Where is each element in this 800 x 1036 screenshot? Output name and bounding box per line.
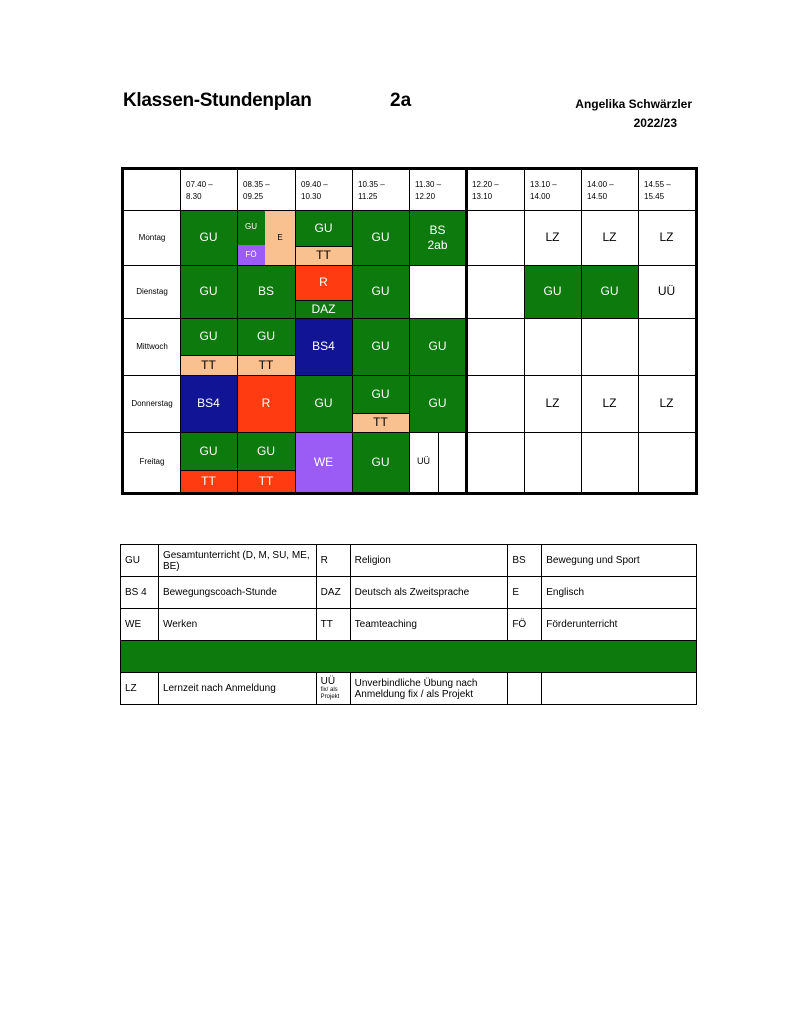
lesson-cell: TT <box>352 413 409 432</box>
lesson-cell: R <box>237 375 295 432</box>
legend-desc: Deutsch als Zweitsprache <box>350 577 508 609</box>
lesson-cell: GU <box>180 265 237 318</box>
legend-desc: Förderunterricht <box>542 609 697 641</box>
lesson-cell: BS4 <box>295 318 352 375</box>
legend-key-sub: fix/ als Projekt <box>320 686 340 700</box>
day-label: Dienstag <box>136 286 168 296</box>
lesson-cell: BS4 <box>180 375 237 432</box>
lesson-cell: FÖ <box>237 245 265 265</box>
class-name: 2a <box>390 90 412 111</box>
lesson-cell: LZ <box>581 210 638 265</box>
legend-key: BS <box>508 545 542 577</box>
lesson-cell: GU <box>581 265 638 318</box>
lesson-cell: GU <box>295 210 352 246</box>
lesson-cell: R <box>295 265 352 300</box>
lesson-cell: GU <box>237 432 295 470</box>
day-label: Mittwoch <box>136 341 168 351</box>
legend-color-row <box>121 641 697 673</box>
legend-table <box>120 544 697 705</box>
lesson-cell: E <box>265 210 295 265</box>
legend-desc: Werken <box>158 609 316 641</box>
lesson-cell: DAZ <box>295 300 352 318</box>
lesson-cell: GU <box>352 265 409 318</box>
lesson-cell: TT <box>237 355 295 375</box>
legend-desc: Teamteaching <box>350 609 508 641</box>
legend-key-main: UÜ <box>320 675 336 687</box>
day-label: Freitag <box>139 457 165 466</box>
lesson-cell: GU <box>409 375 466 432</box>
lesson-cell: BS <box>237 265 295 318</box>
time-header: 09.40 – 10.30 <box>301 180 328 201</box>
legend-key: BS 4 <box>121 577 159 609</box>
legend-key: GU <box>121 545 159 577</box>
lesson-cell: GU <box>237 318 295 355</box>
lesson-cell: TT <box>237 470 295 492</box>
legend-empty <box>542 673 697 705</box>
lesson-cell: UÜ <box>638 265 695 318</box>
lesson-cell: GU <box>352 432 409 492</box>
lesson-cell: TT <box>295 246 352 265</box>
lesson-cell: LZ <box>524 375 581 432</box>
lesson-cell: GU <box>409 318 466 375</box>
green-band <box>121 641 697 673</box>
day-label: Donnerstag <box>131 398 173 408</box>
lesson-cell: GU <box>180 432 237 470</box>
time-header: 14.55 – 15.45 <box>644 180 671 201</box>
lesson-cell: GU <box>352 375 409 413</box>
lesson-cell: LZ <box>638 375 695 432</box>
legend-key: R <box>316 545 350 577</box>
legend-desc: Unverbindliche Übung nach Anmeldung fix / als Projekt <box>350 673 508 705</box>
time-header: 11.30 – 12.20 <box>415 180 442 201</box>
legend-row <box>121 577 697 609</box>
lesson-cell: LZ <box>581 375 638 432</box>
teacher-name: Angelika Schwärzler <box>575 97 692 111</box>
school-year: 2022/23 <box>633 116 677 130</box>
legend-row <box>121 545 697 577</box>
legend-desc: Bewegung und Sport <box>542 545 697 577</box>
legend-empty <box>508 673 542 705</box>
legend-key: TT <box>316 609 350 641</box>
lesson-cell: LZ <box>638 210 695 265</box>
legend-row <box>121 609 697 641</box>
lesson-cell: LZ <box>524 210 581 265</box>
lesson-cell: GU <box>180 318 237 355</box>
legend-key: DAZ <box>316 577 350 609</box>
legend-key: LZ <box>121 673 159 705</box>
legend-desc: Lernzeit nach Anmeldung <box>158 673 316 705</box>
lesson-cell: GU <box>524 265 581 318</box>
lesson-cell: GU <box>352 210 409 265</box>
legend-row <box>121 673 697 705</box>
lesson-cell: TT <box>180 355 237 375</box>
legend-desc: Gesamtunterricht (D, M, SU, ME, BE) <box>158 545 316 577</box>
time-header: 10.35 – 11.25 <box>358 180 385 201</box>
time-header: 13.10 – 14.00 <box>530 180 557 201</box>
lesson-cell: UÜ <box>409 432 438 492</box>
lesson-cell: GU <box>352 318 409 375</box>
lesson-cell: BS 2ab <box>409 210 466 265</box>
time-header: 14.00 – 14.50 <box>587 180 614 201</box>
lesson-cell: GU <box>180 210 237 265</box>
time-header: 07.40 – 8.30 <box>186 180 213 201</box>
time-header: 12.20 – 13.10 <box>472 180 499 201</box>
lesson-cell: GU <box>237 210 265 245</box>
lesson-cell: TT <box>180 470 237 492</box>
day-label: Montag <box>138 232 166 242</box>
legend-desc: Religion <box>350 545 508 577</box>
legend-desc: Bewegungscoach-Stunde <box>158 577 316 609</box>
legend-key <box>316 673 350 705</box>
lesson-cell: GU <box>295 375 352 432</box>
legend-key: E <box>508 577 542 609</box>
legend-desc: Englisch <box>542 577 697 609</box>
legend-key: FÖ <box>508 609 542 641</box>
page-title: Klassen-Stundenplan <box>123 90 312 111</box>
legend-key: WE <box>121 609 159 641</box>
time-header: 08.35 – 09.25 <box>243 180 270 201</box>
lesson-cell: WE <box>295 432 352 492</box>
